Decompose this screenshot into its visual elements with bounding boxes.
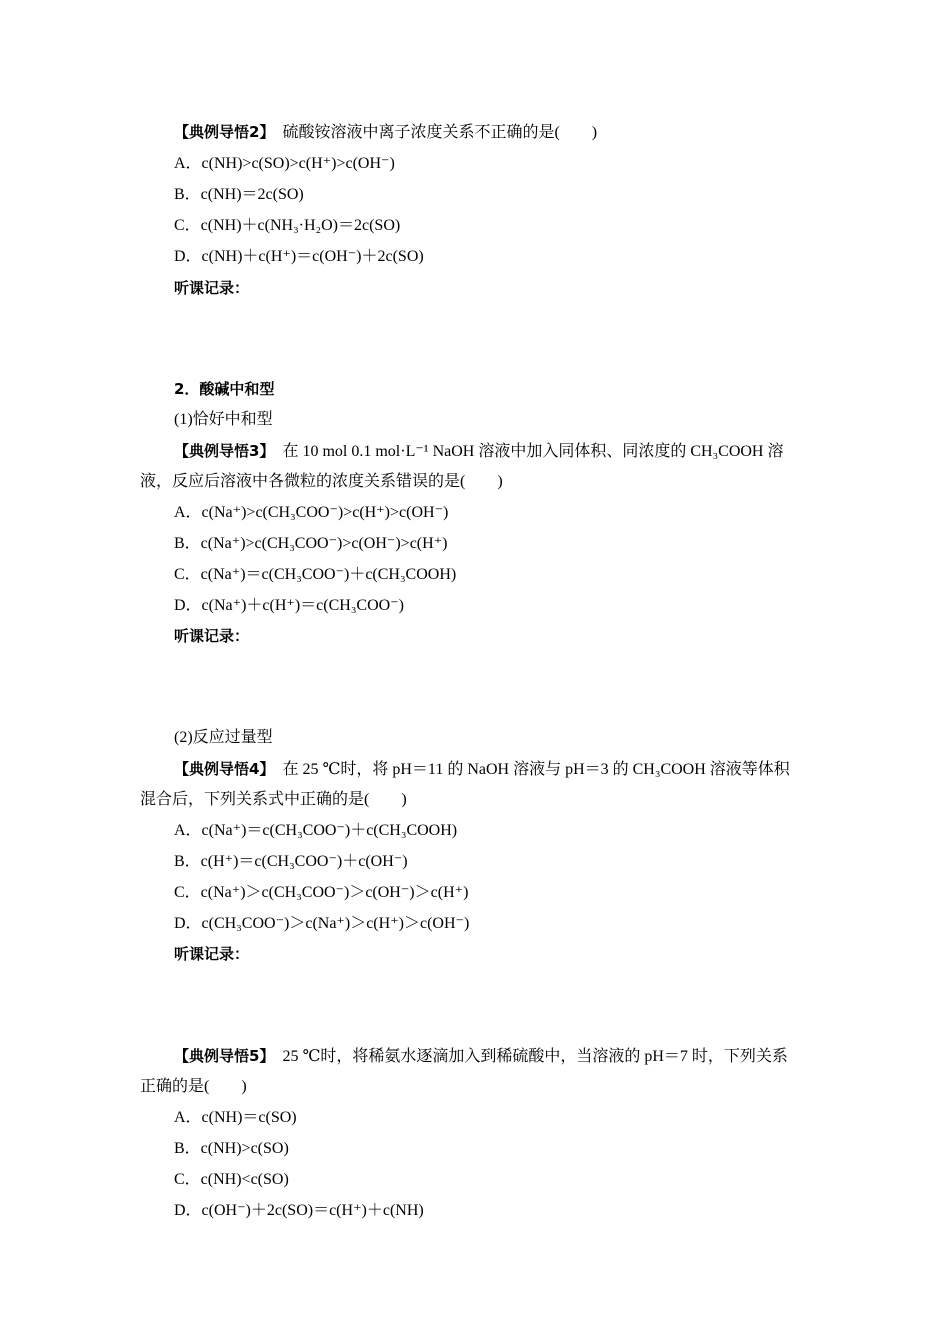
- example-3-question-line2: 液，反应后溶液中各微粒的浓度关系错误的是( ): [140, 473, 503, 490]
- example-2-notes-label: 听课记录：: [174, 279, 250, 297]
- example-2-option-a: A．c(NH)>c(SO)>c(H⁺)>c(OH⁻): [174, 155, 395, 172]
- example-5-option-a: A．c(NH)＝c(SO): [174, 1109, 297, 1126]
- example-5-question-line1: [174, 1046, 788, 1067]
- example-5-option-c: C．c(NH)<c(SO): [174, 1171, 289, 1188]
- example-5-question-line2: 正确的是( ): [140, 1078, 247, 1095]
- example-4-option-a: A．c(Na⁺)＝c(CH₃COO⁻)＋c(CH₃COOH): [174, 822, 458, 839]
- example-5-text: 25 ℃时，将稀氨水逐滴加入到稀硫酸中，当溶液的 pH＝7 时，下列关系: [282, 1048, 788, 1065]
- example-4-option-d: D．c(CH₃COO⁻)＞c(Na⁺)＞c(H⁺)＞c(OH⁻): [174, 915, 470, 932]
- example-4-question-line1: [174, 759, 790, 780]
- example-2-text: 硫酸铵溶液中离子浓度关系不正确的是( ): [282, 124, 598, 141]
- example-4-text: 在 25 ℃时，将 pH＝11 的 NaOH 溶液与 pH＝3 的 CH₃COOH 溶液等体积: [282, 761, 790, 778]
- example-4-option-c: C．c(Na⁺)＞c(CH₃COO⁻)＞c(OH⁻)＞c(H⁺): [174, 884, 469, 901]
- example-2-option-c: C．c(NH)＋c(NH₃·H₂O)＝2c(SO): [174, 217, 401, 234]
- example-4-notes-label: 听课记录：: [174, 945, 250, 963]
- example-2-option-d: D．c(NH)＋c(H⁺)＝c(OH⁻)＋2c(SO): [174, 248, 424, 265]
- example-4-option-b: B．c(H⁺)＝c(CH₃COO⁻)＋c(OH⁻): [174, 853, 408, 870]
- example-3-option-d: D．c(Na⁺)＋c(H⁺)＝c(CH₃COO⁻): [174, 597, 404, 614]
- example-2-question: [174, 122, 597, 143]
- subsection-1-title: (1)恰好中和型: [174, 411, 273, 428]
- example-2-option-b: B．c(NH)＝2c(SO): [174, 186, 304, 203]
- example-3-text: 在 10 mol 0.1 mol·L⁻¹ NaOH 溶液中加入同体积、同浓度的 CH₃COOH 溶: [282, 443, 784, 460]
- example-5-option-d: D．c(OH⁻)＋2c(SO)＝c(H⁺)＋c(NH): [174, 1202, 424, 1219]
- example-3-question-line1: [174, 441, 784, 462]
- example-2-label: 【典例导悟2】: [174, 123, 275, 141]
- subsection-2-title: (2)反应过量型: [174, 729, 273, 746]
- example-3-notes-label: 听课记录：: [174, 627, 250, 645]
- section-2-title: 2．酸碱中和型: [174, 380, 275, 398]
- example-4-label: 【典例导悟4】: [174, 760, 275, 778]
- example-3-option-b: B．c(Na⁺)>c(CH₃COO⁻)>c(OH⁻)>c(H⁺): [174, 535, 448, 552]
- example-3-label: 【典例导悟3】: [174, 442, 275, 460]
- example-3-option-c: C．c(Na⁺)＝c(CH₃COO⁻)＋c(CH₃COOH): [174, 566, 457, 583]
- example-3-option-a: A．c(Na⁺)>c(CH₃COO⁻)>c(H⁺)>c(OH⁻): [174, 504, 449, 521]
- example-5-label: 【典例导悟5】: [174, 1047, 275, 1065]
- example-4-question-line2: 混合后，下列关系式中正确的是( ): [140, 791, 407, 808]
- example-5-option-b: B．c(NH)>c(SO): [174, 1140, 289, 1157]
